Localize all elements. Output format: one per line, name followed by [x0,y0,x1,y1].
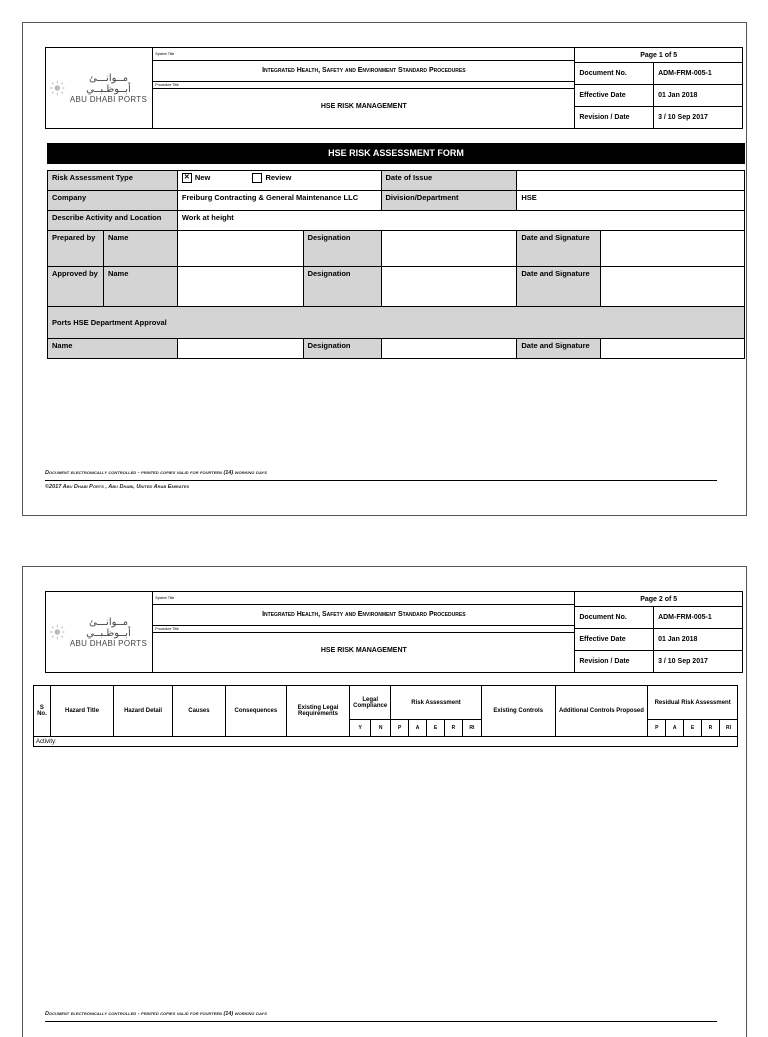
footer-controlled-text: Document electronically controlled - printed copies valid for fourteen (14) working days [45,470,267,476]
col-hazard-title: Hazard Title [50,686,113,737]
activity-value: Work at height [177,211,744,231]
logo-cell [46,592,153,673]
prepared-date-signature-field[interactable] [601,231,745,267]
document-no-value: ADM-FRM-005-1 [654,63,743,85]
col-existing-legal: Existing Legal Requirements [286,686,349,737]
document-no-value: ADM-FRM-005-1 [654,607,743,629]
effective-date-label: Effective Date [575,629,654,651]
document-no-label: Document No. [575,607,654,629]
col-existing-controls: Existing Controls [481,686,555,737]
hse-date-signature-field[interactable] [601,339,745,359]
abu-dhabi-ports-logo [50,617,148,648]
company-label: Company [48,191,178,211]
assessment-form [47,170,745,359]
hse-name-label: Name [48,339,178,359]
approved-designation-field[interactable] [381,267,517,307]
sub-e: E [427,720,445,737]
sub-r: R [444,720,462,737]
sub-n: N [371,720,391,737]
approved-date-signature-label: Date and Signature [517,267,601,307]
col-hazard-detail: Hazard Detail [114,686,173,737]
approved-name-field[interactable] [177,267,303,307]
col-additional-controls: Additional Controls Proposed [555,686,648,737]
prepared-by-label: Prepared by [48,231,104,267]
abu-dhabi-ports-logo [50,73,148,104]
logo-cell [46,48,153,129]
hse-designation-label: Designation [303,339,381,359]
page-number: Page 1 of 5 [575,48,743,63]
col-residual-risk: Residual Risk Assessment [648,686,738,720]
title-cell [153,48,575,129]
date-of-issue-label: Date of Issue [381,171,517,191]
prepared-name-label: Name [103,231,177,267]
footer-controlled-text: Document electronically controlled - printed copies valid for fourteen (14) working days [45,1011,267,1017]
sun-emblem-icon [50,624,65,640]
division-label: Division/Department [381,191,517,211]
prepared-date-signature-label: Date and Signature [517,231,601,267]
date-of-issue-field[interactable] [517,171,745,191]
page-number: Page 2 of 5 [575,592,743,607]
revision-value: 3 / 10 Sep 2017 [654,651,743,673]
col-s-no: S No. [34,686,51,737]
procedure-title: HSE RISK MANAGEMENT [153,88,574,125]
residual-sub-ri: RI [719,720,737,737]
document-header [45,47,743,129]
prepared-designation-label: Designation [303,231,381,267]
system-title-label: System Title [155,596,175,600]
approved-designation-label: Designation [303,267,381,307]
effective-date-value: 01 Jan 2018 [654,85,743,107]
residual-sub-p: P [648,720,666,737]
revision-label: Revision / Date [575,107,654,129]
residual-sub-a: A [666,720,684,737]
activity-label: Describe Activity and Location [48,211,178,231]
hse-name-field[interactable] [177,339,303,359]
sun-emblem-icon [50,80,65,96]
logo-english-text: ABU DHABI PORTS [69,638,148,648]
revision-value: 3 / 10 Sep 2017 [654,107,743,129]
prepared-designation-field[interactable] [381,231,517,267]
approved-date-signature-field[interactable] [601,267,745,307]
title-cell [153,592,575,673]
residual-sub-e: E [684,720,702,737]
sub-a: A [409,720,427,737]
effective-date-value: 01 Jan 2018 [654,629,743,651]
effective-date-label: Effective Date [575,85,654,107]
checkbox-new-label: New [194,173,211,182]
col-legal-compliance: Legal Compliance [350,686,391,720]
col-consequences: Consequences [225,686,286,737]
approved-by-label: Approved by [48,267,104,307]
footer-divider [45,480,717,481]
logo-english-text: ABU DHABI PORTS [69,94,148,104]
sub-ri: RI [462,720,481,737]
prepared-name-field[interactable] [177,231,303,267]
sub-p: P [391,720,409,737]
document-header-page-2 [45,591,743,673]
sub-y: Y [350,720,371,737]
document-no-label: Document No. [575,63,654,85]
col-risk-assessment: Risk Assessment [391,686,482,720]
hse-designation-field[interactable] [381,339,517,359]
procedure-title: HSE RISK MANAGEMENT [153,632,574,669]
approved-name-label: Name [103,267,177,307]
checkbox-review-label: Review [265,173,292,182]
footer-divider [45,1021,717,1022]
logo-arabic-text: مــوانـــئ أبــوظـبــي [86,616,131,639]
system-title: Integrated Health, Safety and Environment Standard Procedures [153,605,574,626]
revision-label: Revision / Date [575,651,654,673]
activity-row: Activity: [34,737,738,747]
form-banner: HSE RISK ASSESSMENT FORM [47,143,745,164]
risk-type-label: Risk Assessment Type [48,171,178,191]
ports-hse-approval-label: Ports HSE Department Approval [48,307,745,339]
system-title: Integrated Health, Safety and Environment Standard Procedures [153,61,574,82]
col-causes: Causes [173,686,226,737]
procedure-title-label: Procedure Title [155,83,179,87]
footer-copyright: ©2017 Abu Dhabi Ports , Abu Dhabi, United Arab Emirates [45,484,190,490]
risk-type-options [177,171,381,191]
page-1 [22,22,747,516]
hse-date-signature-label: Date and Signature [517,339,601,359]
page-2 [22,566,747,1037]
division-value: HSE [517,191,745,211]
hazard-table [33,685,738,747]
checkbox-new[interactable]: ✕ [182,173,192,183]
residual-sub-r: R [702,720,720,737]
system-title-label: System Title [155,52,175,56]
checkbox-review[interactable] [252,173,262,183]
company-value: Freiburg Contracting & General Maintenance LLC [177,191,381,211]
logo-arabic-text: مــوانـــئ أبــوظـبــي [86,72,131,95]
procedure-title-label: Procedure Title [155,627,179,631]
